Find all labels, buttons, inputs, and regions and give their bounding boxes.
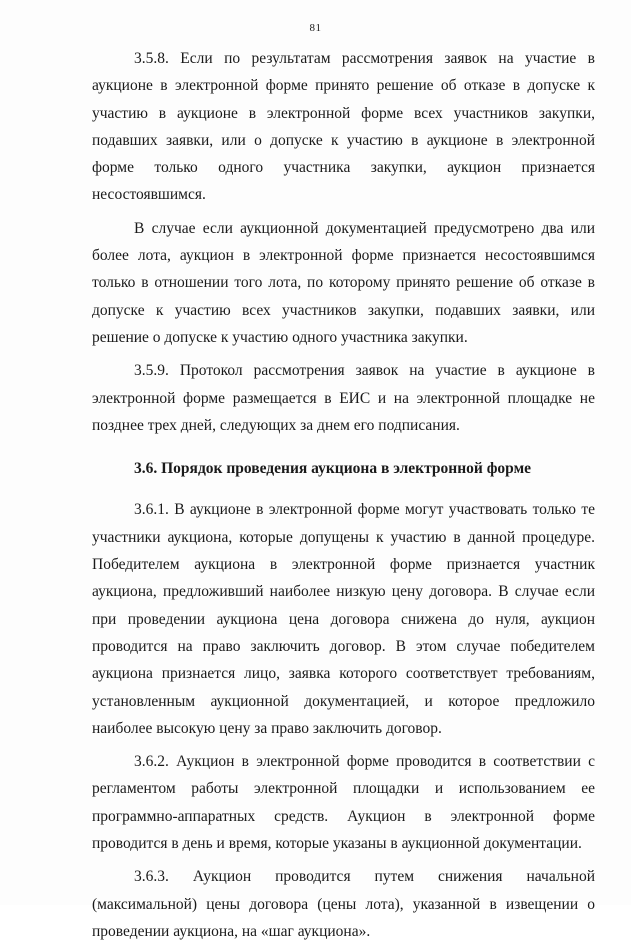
page-number: 81 xyxy=(309,22,322,34)
page-content xyxy=(92,45,595,949)
paragraph-3-6-1: 3.6.1. В аукционе в электронной форме могут участвовать только те участники аукциона, которые допущены к участию в данной процедуре. Победителем аукциона в электронной форме признается участник аукциона, предложивший наиболее низкую цену договора. В случае если при проведении аукциона цена договора снижена до нуля, аукцион проводится на право заключить договор. В этом случае победителем аукциона признается лицо, заявка которого соответствует требованиям, установленным аукционной документацией, и которое предложило наиболее высокую цену за право заключить договор. xyxy=(92,501,595,737)
paragraph-3-5-9: 3.5.9. Протокол рассмотрения заявок на участие в аукционе в электронной форме размещается в ЕИС и на электронной площадке не позднее трех дней, следующих за днем его подписания. xyxy=(92,362,595,434)
paragraph-3-6-2: 3.6.2. Аукцион в электронной форме проводится в соответствии с регламентом работы электронной площадки и использованием ее программно-аппаратных средств. Аукцион в электронной форме проводится в день и время, которые указаны в аукционной документации. xyxy=(92,753,595,853)
section-heading-3-6: 3.6. Порядок проведения аукциона в электронной форме xyxy=(134,460,532,478)
paragraph-3-6-3: 3.6.3. Аукцион проводится путем снижения начальной (максимальной) цены договора (цены лота), указанной в извещении о проведении аукциона, на «шаг аукциона». xyxy=(92,868,595,940)
paragraph-multi-lot: В случае если аукционной документацией предусмотрено два или более лота, аукцион в электронной форме признается несостоявшимся только в отношении того лота, по которому принято решение об отказе в допуске к участию всех участников закупки, подавших заявки, или решение о допуске к участию одного участника закупки. xyxy=(92,219,595,346)
paragraph-3-5-8: 3.5.8. Если по результатам рассмотрения заявок на участие в аукционе в электронной форме принято решение об отказе в допуске к участию в аукционе в электронной форме всех участников закупки, подавших заявки, или о допуске к участию в аукционе в электронной форме только одного участника закупки, аукцион признается несостоявшимся. xyxy=(92,50,595,204)
